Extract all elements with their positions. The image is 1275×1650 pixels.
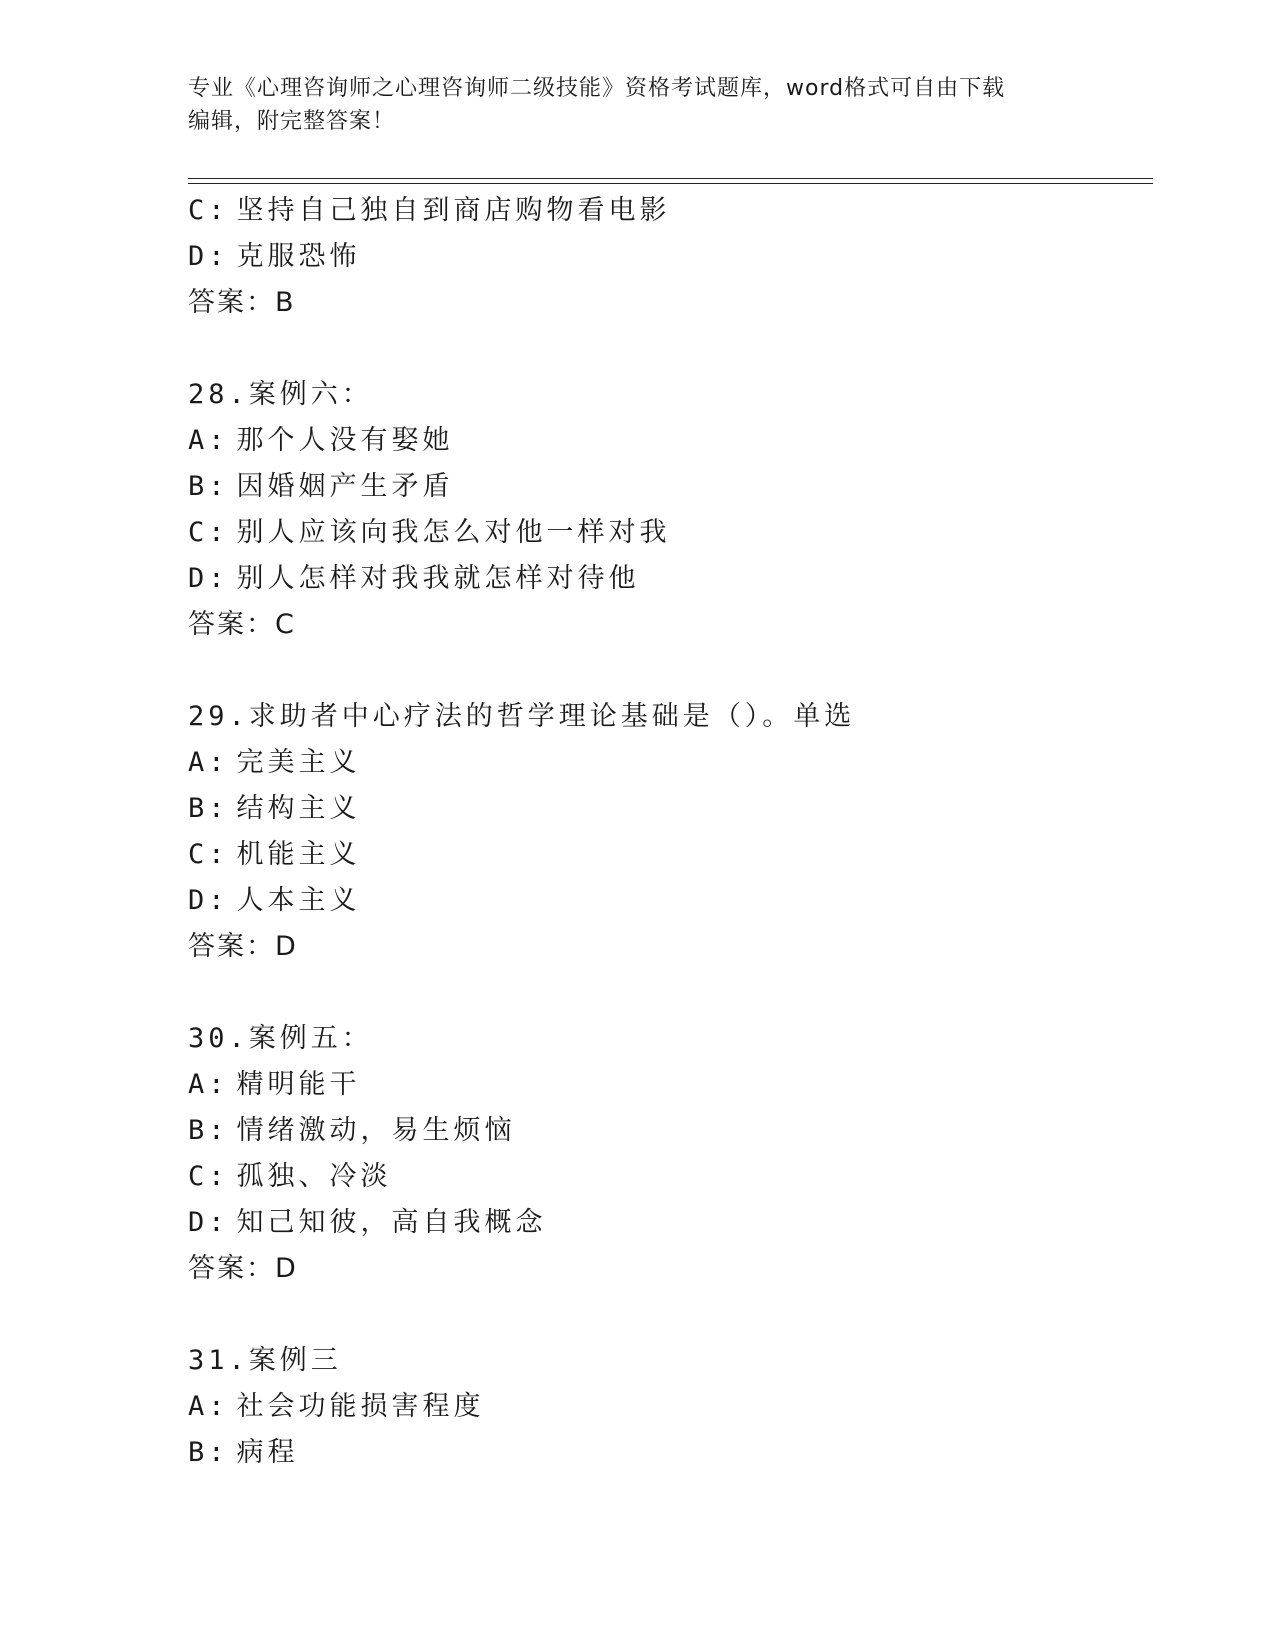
option-label: D: bbox=[188, 1207, 229, 1238]
option-a bbox=[188, 418, 1148, 464]
option-label: B: bbox=[188, 471, 229, 502]
question-title: 29.求助者中心疗法的哲学理论基础是（）。单选 bbox=[188, 701, 856, 732]
option-text: 知己知彼，高自我概念 bbox=[236, 1207, 547, 1238]
answer-line: 答案：C bbox=[188, 609, 296, 640]
option-label: A: bbox=[188, 1391, 229, 1422]
question-list bbox=[188, 188, 1148, 1476]
question-block bbox=[188, 1016, 1148, 1292]
question-block bbox=[188, 188, 1148, 326]
option-label: D: bbox=[188, 885, 229, 916]
answer-line: 答案：D bbox=[188, 1253, 298, 1284]
option-b bbox=[188, 1108, 1148, 1154]
option-a bbox=[188, 1384, 1148, 1430]
header-line-2: 编辑，附完整答案！ bbox=[188, 109, 396, 134]
option-text: 机能主义 bbox=[236, 839, 361, 870]
option-text: 坚持自己独自到商店购物看电影 bbox=[236, 195, 671, 226]
question-title: 28.案例六： bbox=[188, 379, 373, 410]
option-label: A: bbox=[188, 425, 229, 456]
option-b bbox=[188, 464, 1148, 510]
question-block bbox=[188, 1338, 1148, 1476]
option-d bbox=[188, 878, 1148, 924]
option-d bbox=[188, 234, 1148, 280]
option-text: 克服恐怖 bbox=[236, 241, 361, 272]
option-label: D: bbox=[188, 241, 229, 272]
option-a bbox=[188, 1062, 1148, 1108]
option-label: C: bbox=[188, 1161, 229, 1192]
option-label: C: bbox=[188, 839, 229, 870]
option-label: C: bbox=[188, 195, 229, 226]
option-text: 孤独、冷淡 bbox=[236, 1161, 392, 1192]
option-text: 人本主义 bbox=[236, 885, 361, 916]
answer-line: 答案：D bbox=[188, 931, 298, 962]
option-text: 情绪激动，易生烦恼 bbox=[236, 1115, 516, 1146]
option-d bbox=[188, 1200, 1148, 1246]
question-block bbox=[188, 694, 1148, 970]
option-c bbox=[188, 1154, 1148, 1200]
option-text: 那个人没有娶她 bbox=[236, 425, 454, 456]
option-text: 病程 bbox=[236, 1437, 299, 1468]
option-c bbox=[188, 832, 1148, 878]
option-label: B: bbox=[188, 793, 229, 824]
option-label: B: bbox=[188, 1437, 229, 1468]
option-text: 结构主义 bbox=[236, 793, 361, 824]
option-label: D: bbox=[188, 563, 229, 594]
option-text: 别人怎样对我我就怎样对待他 bbox=[236, 563, 640, 594]
header-divider-top bbox=[188, 178, 1153, 179]
header-line-1: 专业《心理咨询师之心理咨询师二级技能》资格考试题库，word格式可自由下载 bbox=[188, 76, 1006, 101]
question-block bbox=[188, 372, 1148, 648]
option-c bbox=[188, 510, 1148, 556]
document-header bbox=[188, 72, 1088, 138]
option-label: A: bbox=[188, 747, 229, 778]
option-text: 因婚姻产生矛盾 bbox=[236, 471, 454, 502]
option-b bbox=[188, 1430, 1148, 1476]
option-text: 别人应该向我怎么对他一样对我 bbox=[236, 517, 671, 548]
option-text: 精明能干 bbox=[236, 1069, 361, 1100]
option-a bbox=[188, 740, 1148, 786]
option-b bbox=[188, 786, 1148, 832]
option-label: A: bbox=[188, 1069, 229, 1100]
option-label: C: bbox=[188, 517, 229, 548]
option-text: 社会功能损害程度 bbox=[236, 1391, 485, 1422]
question-title: 30.案例五： bbox=[188, 1023, 373, 1054]
option-c bbox=[188, 188, 1148, 234]
question-title: 31.案例三 bbox=[188, 1345, 342, 1376]
header-divider-bottom bbox=[188, 183, 1153, 184]
answer-line: 答案：B bbox=[188, 287, 296, 318]
option-label: B: bbox=[188, 1115, 229, 1146]
option-d bbox=[188, 556, 1148, 602]
option-text: 完美主义 bbox=[236, 747, 361, 778]
